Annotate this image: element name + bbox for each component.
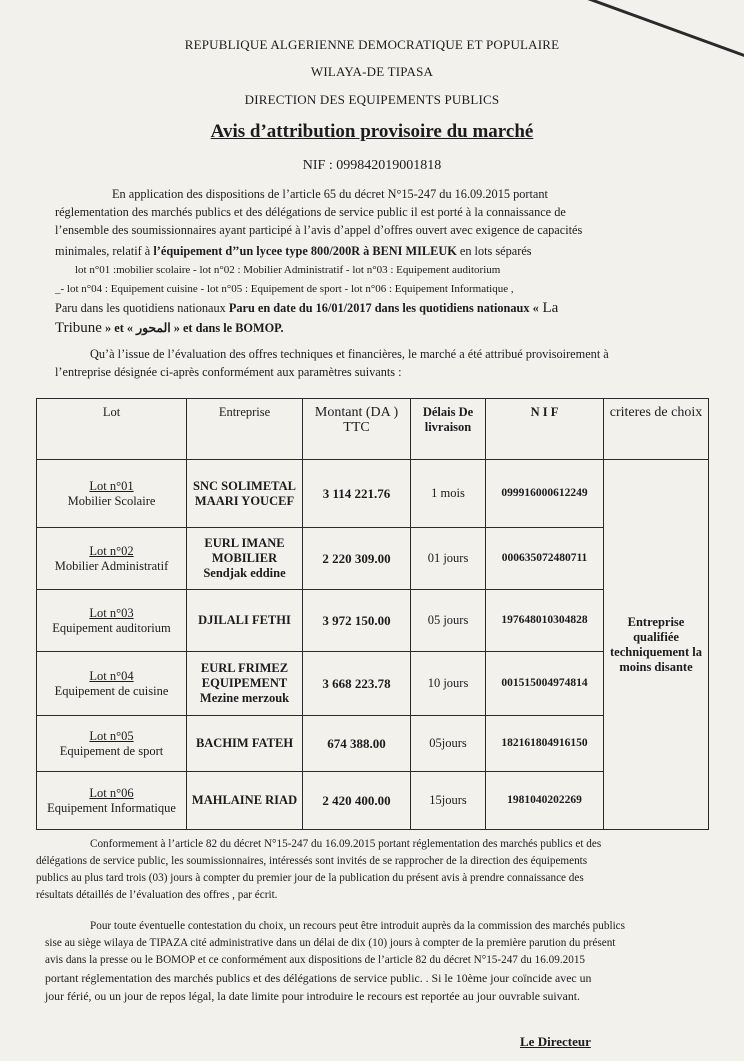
lot-cell (37, 460, 187, 528)
publication-1a: Paru dans les quotidiens nationaux (55, 301, 229, 315)
publication-line-2 (55, 320, 284, 337)
intro-line-1: En application des dispositions de l’article 65 du décret N°15-247 du 16.09.2015 portant (112, 187, 548, 201)
lots-line-1: lot n°01 :mobilier scolaire - lot n°02 : Mobilier Administratif - lot n°03 : Equipement auditorium (75, 264, 501, 276)
attribution-table (36, 398, 709, 830)
para3-line-1: Conformement à l’article 82 du décret N°15-247 du 16.09.2015 portant réglementation des marchés publics et des (90, 838, 602, 850)
intro-line-4 (55, 243, 532, 260)
nif-cell: 197648010304828 (486, 590, 604, 652)
lot-name: Mobilier Administratif (54, 558, 169, 573)
montant-cell: 3 972 150.00 (303, 590, 411, 652)
lot-number: Lot n°03 (89, 605, 134, 620)
lot-name: Equipement de sport (59, 743, 164, 758)
signature-title: Le Directeur (520, 1034, 591, 1049)
nif-cell: 099916000612249 (486, 460, 604, 528)
montant-cell: 2 420 400.00 (303, 772, 411, 830)
header-direction: DIRECTION DES EQUIPEMENTS PUBLICS (244, 92, 500, 107)
publication-line-1 (55, 300, 558, 317)
lot-number: Lot n°02 (89, 543, 134, 558)
table-header-row (37, 399, 709, 460)
entreprise-cell: DJILALI FETHI (187, 590, 303, 652)
montant-cell: 3 668 223.78 (303, 652, 411, 716)
header-wilaya: WILAYA-DE TIPASA (310, 64, 434, 79)
col-delais: Délais De livraison (411, 399, 486, 460)
col-entreprise: Entreprise (187, 399, 303, 460)
page-title: Avis d’attribution provisoire du marché (210, 121, 534, 142)
intro-object: l’équipement d’’un lycee type 800/200R à BENI MILEUK (153, 244, 457, 258)
intro-line-4c: en lots séparés (456, 244, 532, 258)
entreprise-cell: MAHLAINE RIAD (187, 772, 303, 830)
lot-cell (37, 528, 187, 590)
col-criteres: criteres de choix (604, 399, 709, 460)
intro-line-2: réglementation des marchés publics et des délégations de service public il est porté à la connaissance de (55, 205, 566, 219)
delai-cell: 1 mois (411, 460, 486, 528)
para3-line-4: résultats détaillés de l’évaluation des offres , par écrit. (36, 889, 278, 901)
para4-line-4: portant réglementation des marchés publics et des délégations de service public. . Si le 10ème jour coïncide avec un (45, 971, 592, 985)
delai-cell: 01 jours (411, 528, 486, 590)
newspaper-tribune: Tribune (55, 320, 102, 336)
publication-2b: » et « المحور » et dans le BOMOP. (105, 321, 284, 335)
intro-line-3: l’ensemble des soumissionnaires ayant participé à l’avis d’appel d’offres ouvert avec exigence de capacités (55, 223, 583, 237)
nif-cell: 000635072480711 (486, 528, 604, 590)
nif-cell: 1981040202269 (486, 772, 604, 830)
nif-line: NIF : 099842019001818 (302, 158, 442, 173)
delai-cell: 05jours (411, 716, 486, 772)
lot-number: Lot n°05 (89, 728, 134, 743)
criteres-cell: Entreprise qualifiée techniquement la moins disante (604, 460, 709, 830)
entreprise-cell: EURL FRIMEZ EQUIPEMENT Mezine merzouk (187, 652, 303, 716)
para2-line-2: l’entreprise désignée ci-après conformément aux paramètres suivants : (55, 365, 402, 379)
lot-number: Lot n°06 (89, 785, 134, 800)
lot-name: Equipement auditorium (52, 620, 171, 635)
table-row (37, 460, 709, 528)
entreprise-cell: SNC SOLIMETAL MAARI YOUCEF (187, 460, 303, 528)
publication-1b: Paru en date du 16/01/2017 dans les quotidiens nationaux « (228, 301, 539, 315)
delai-cell: 15jours (411, 772, 486, 830)
delai-cell: 10 jours (411, 652, 486, 716)
lot-cell (37, 652, 187, 716)
para2-line-1: Qu’à l’issue de l’évaluation des offres techniques et financières, le marché a été attribué provisoirement à (90, 347, 609, 361)
para4-line-3: avis dans la presse ou le BOMOP et ce conformément aux dispositions de l’article 82 du décret N°15-247 du 16.09.2015 (45, 954, 586, 966)
lot-cell (37, 716, 187, 772)
montant-cell: 674 388.00 (303, 716, 411, 772)
lot-name: Equipement de cuisine (54, 683, 169, 698)
delai-cell: 05 jours (411, 590, 486, 652)
lot-name: Mobilier Scolaire (67, 493, 156, 508)
entreprise-cell: EURL IMANE MOBILIER Sendjak eddine (187, 528, 303, 590)
para4-line-5: jour férié, ou un jour de repos légal, la date limite pour introduire le recours est reportée au jour ouvrable suivant. (45, 989, 580, 1003)
col-nif: N I F (486, 399, 604, 460)
nif-cell: 182161804916150 (486, 716, 604, 772)
lot-name: Equipement Informatique (47, 800, 176, 815)
para4-line-2: sise au siège wilaya de TIPAZA cité administrative dans un délai de dix (10) jours à compter de la première parution du présent (45, 937, 616, 949)
header-republic: REPUBLIQUE ALGERIENNE DEMOCRATIQUE ET POPULAIRE (184, 37, 560, 52)
col-montant: Montant (DA ) TTC (303, 399, 411, 460)
lot-number: Lot n°04 (89, 668, 134, 683)
publication-1c: La (538, 300, 559, 316)
lot-cell (37, 590, 187, 652)
para3-line-2: délégations de service public, les soumissionnaires, intéressés sont invités de se rapprocher de la direction des équipements (36, 855, 588, 867)
entreprise-cell: BACHIM FATEH (187, 716, 303, 772)
montant-cell: 3 114 221.76 (303, 460, 411, 528)
nif-cell: 001515004974814 (486, 652, 604, 716)
intro-line-4a: minimales, relatif à (55, 244, 154, 258)
lots-line-2: _- lot n°04 : Equipement cuisine - lot n°05 : Equipement de sport - lot n°06 : Equipement Informatique , (55, 283, 514, 295)
lot-number: Lot n°01 (89, 478, 134, 493)
para4-line-1: Pour toute éventuelle contestation du choix, un recours peut être introduit auprès da la commission des marchés publics (90, 920, 625, 932)
para3-line-3: publics au plus tard trois (03) jours à compter du premier jour de la publication du présent avis à prendre connaissance des (36, 872, 584, 884)
col-lot: Lot (37, 399, 187, 460)
scan-edge-mark (573, 0, 744, 67)
lot-cell (37, 772, 187, 830)
montant-cell: 2 220 309.00 (303, 528, 411, 590)
